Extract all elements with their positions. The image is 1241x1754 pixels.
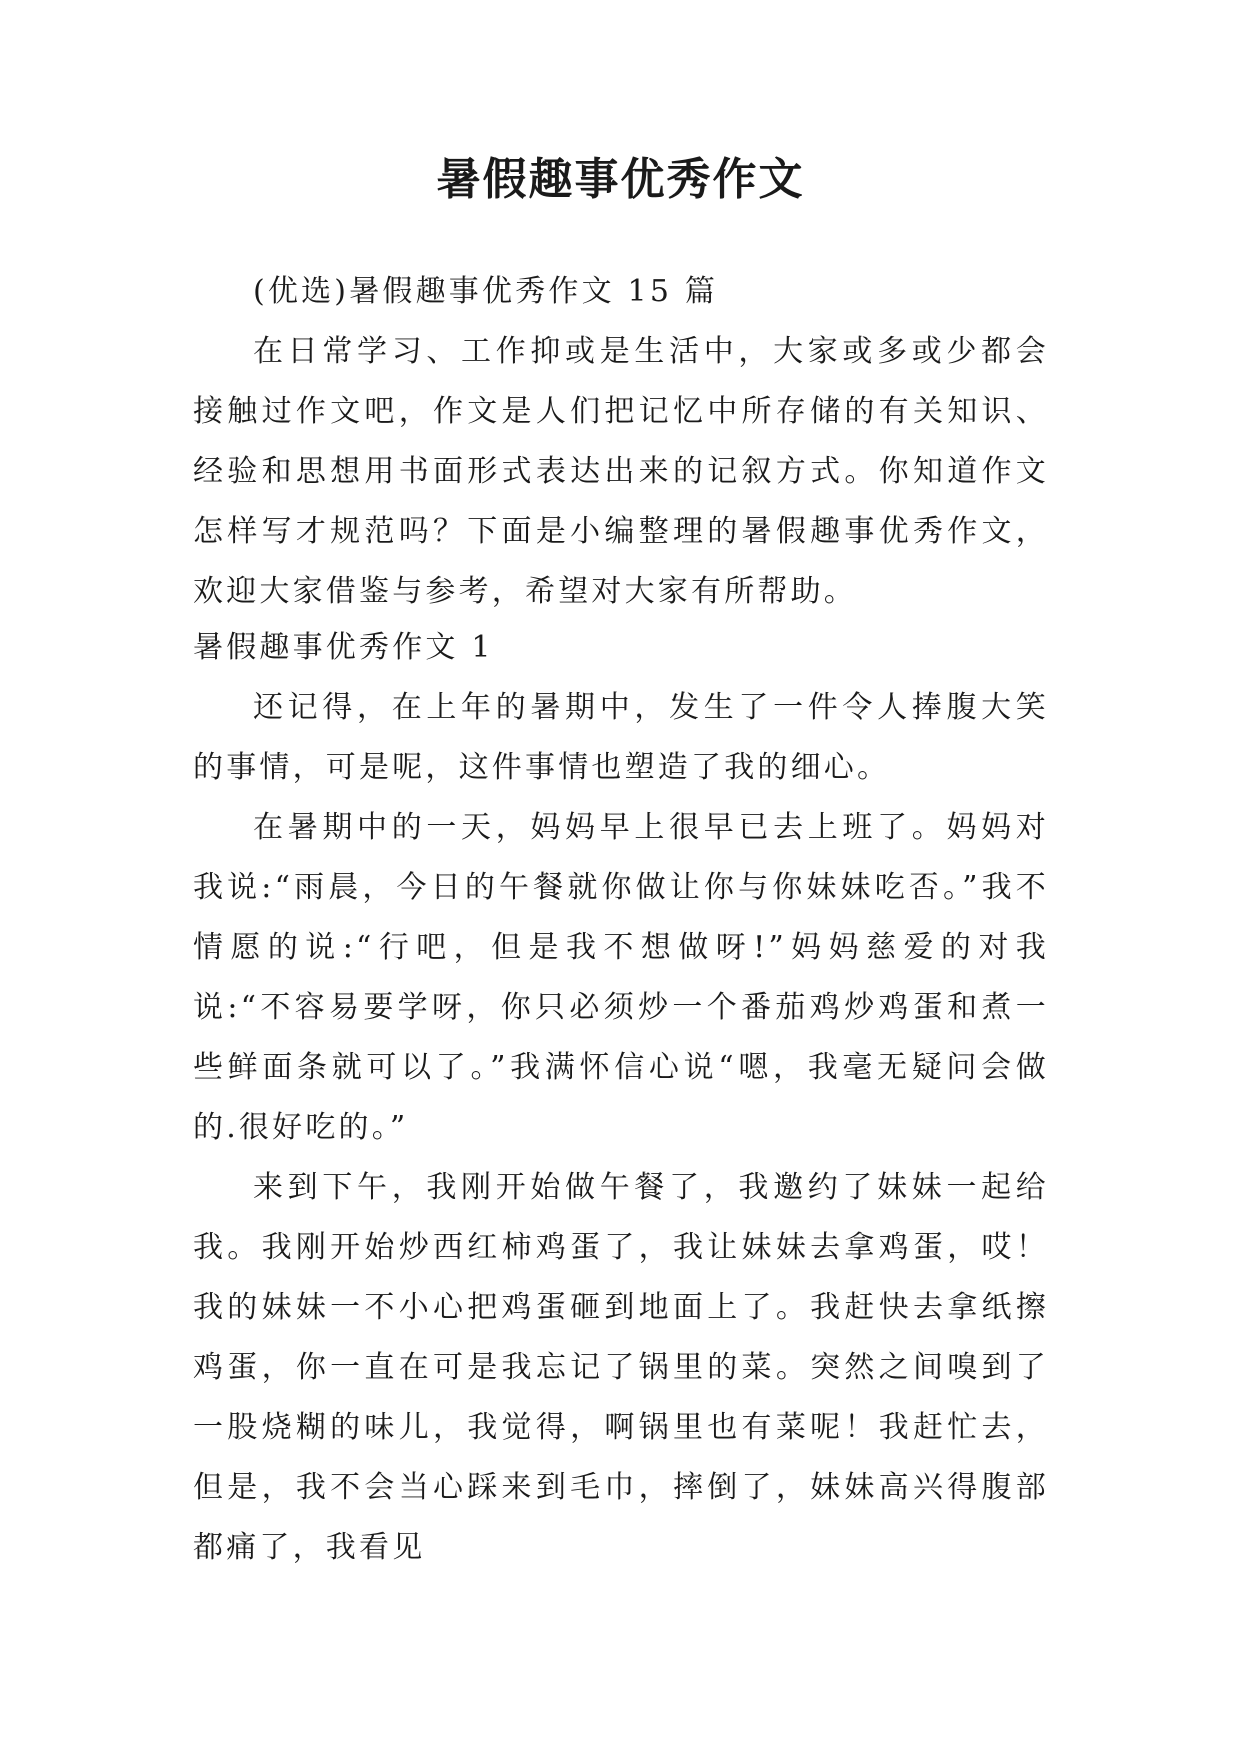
essay-paragraph: 来到下午，我刚开始做午餐了，我邀约了妹妹一起给我。我刚开始炒西红柿鸡蛋了，我让妹妹去拿鸡蛋，哎！我的妹妹一不小心把鸡蛋砸到地面上了。我赶快去拿纸擦鸡蛋，你一直在可是我忘记了锅里的菜。突然之间嗅到了一股烧糊的味儿，我觉得，啊锅里也有菜呢！我赶忙去，但是，我不会当心踩来到毛巾，摔倒了，妹妹高兴得腹部都痛了，我看见 [193, 1170, 1049, 1565]
document-subtitle: (优选)暑假趣事优秀作文 15 篇 [253, 274, 719, 309]
essay-paragraph: 还记得，在上年的暑期中，发生了一件令人捧腹大笑的事情，可是呢，这件事情也塑造了我的细心。 [193, 690, 1049, 785]
essay-paragraph: 在暑期中的一天，妈妈早上很早已去上班了。妈妈对我说:“雨晨，今日的午餐就你做让你与你妹妹吃否。”我不情愿的说:“行吧，但是我不想做呀!”妈妈慈爱的对我说:“不容易要学呀，你只必须炒一个番茄鸡炒鸡蛋和煮一些鲜面条就可以了。”我满怀信心说“嗯，我毫无疑问会做的.很好吃的。” [193, 810, 1049, 1145]
essay-section [193, 618, 1049, 1578]
intro-block [193, 262, 1049, 622]
intro-paragraph: 在日常学习、工作抑或是生活中，大家或多或少都会接触过作文吧，作文是人们把记忆中所存储的有关知识、经验和思想用书面形式表达出来的记叙方式。你知道作文怎样写才规范吗？下面是小编整理的暑假趣事优秀作文，欢迎大家借鉴与参考，希望对大家有所帮助。 [193, 334, 1049, 609]
document-title: 暑假趣事优秀作文 [436, 154, 805, 205]
section-heading: 暑假趣事优秀作文 1 [193, 630, 494, 665]
